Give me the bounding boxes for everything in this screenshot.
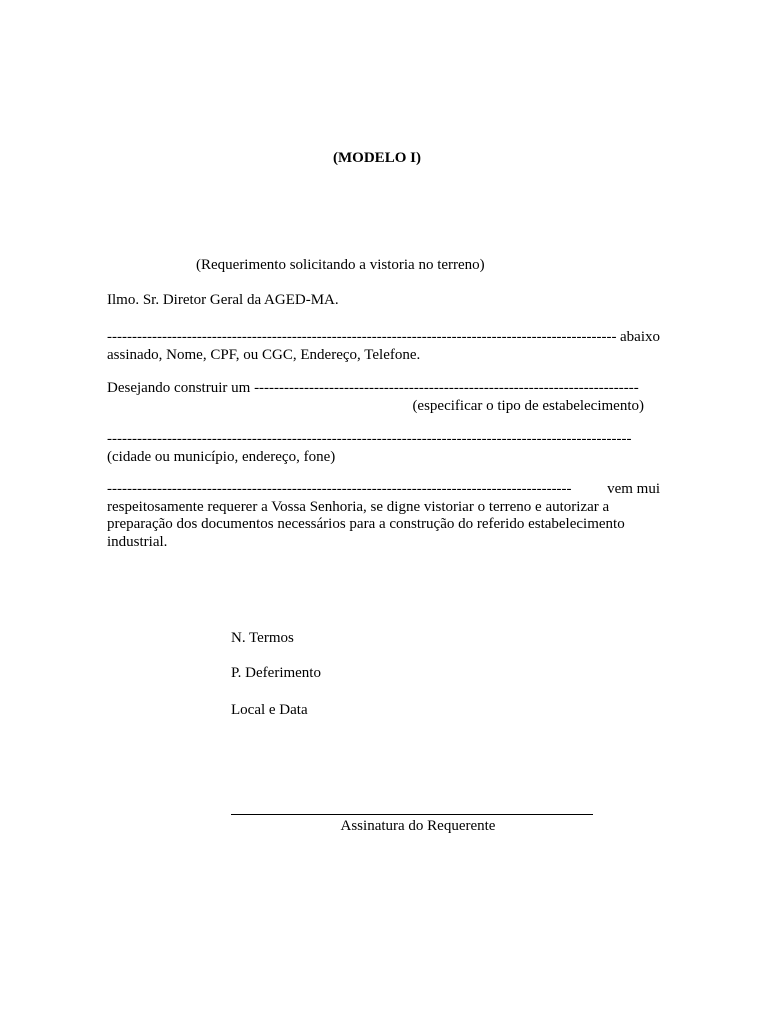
applicant-blank-line — [107, 329, 660, 347]
request-paragraph — [107, 481, 660, 551]
addressee-line: Ilmo. Sr. Diretor Geral da AGED-MA. — [107, 292, 339, 308]
signature-line — [231, 814, 593, 815]
closing-place-date: Local e Data — [231, 702, 308, 718]
applicant-paragraph — [107, 329, 660, 364]
location-blank-dashes: --------------------------------------------------------------------------------------------------------- — [107, 431, 632, 447]
request-blank-tail: vem mui — [603, 481, 660, 497]
establishment-paragraph — [107, 380, 660, 415]
location-hint: (cidade ou município, endereço, fone) — [107, 448, 336, 465]
document-subtitle: (Requerimento solicitando a vistoria no terreno) — [196, 257, 485, 273]
applicant-blank-tail: abaixo — [620, 329, 660, 345]
request-body: respeitosamente requerer a Vossa Senhoria, se digne vistoriar o terreno e autorizar a preparação dos documentos necessários para a construção do referido estabelecimento industrial. — [107, 498, 625, 550]
closing-deferment: P. Deferimento — [231, 665, 321, 681]
document-title: (MODELO I) — [333, 150, 421, 166]
applicant-blank-dashes: ------------------------------------------------------------------------------------------------------ — [107, 329, 617, 345]
applicant-instructions: assinado, Nome, CPF, ou CGC, Endereço, Telefone. — [107, 346, 421, 363]
establishment-blank-line — [107, 380, 660, 398]
establishment-hint: (especificar o tipo de estabelecimento) — [412, 397, 644, 414]
signature-label: Assinatura do Requerente — [340, 818, 496, 834]
closing-terms: N. Termos — [231, 630, 294, 646]
location-paragraph — [107, 431, 660, 466]
request-blank-dashes: --------------------------------------------------------------------------------------------- — [107, 481, 572, 497]
establishment-lead: Desejando construir um — [107, 380, 255, 396]
establishment-blank-dashes: ----------------------------------------------------------------------------- — [254, 380, 639, 396]
location-blank-line — [107, 431, 660, 449]
request-blank-line — [107, 481, 660, 499]
